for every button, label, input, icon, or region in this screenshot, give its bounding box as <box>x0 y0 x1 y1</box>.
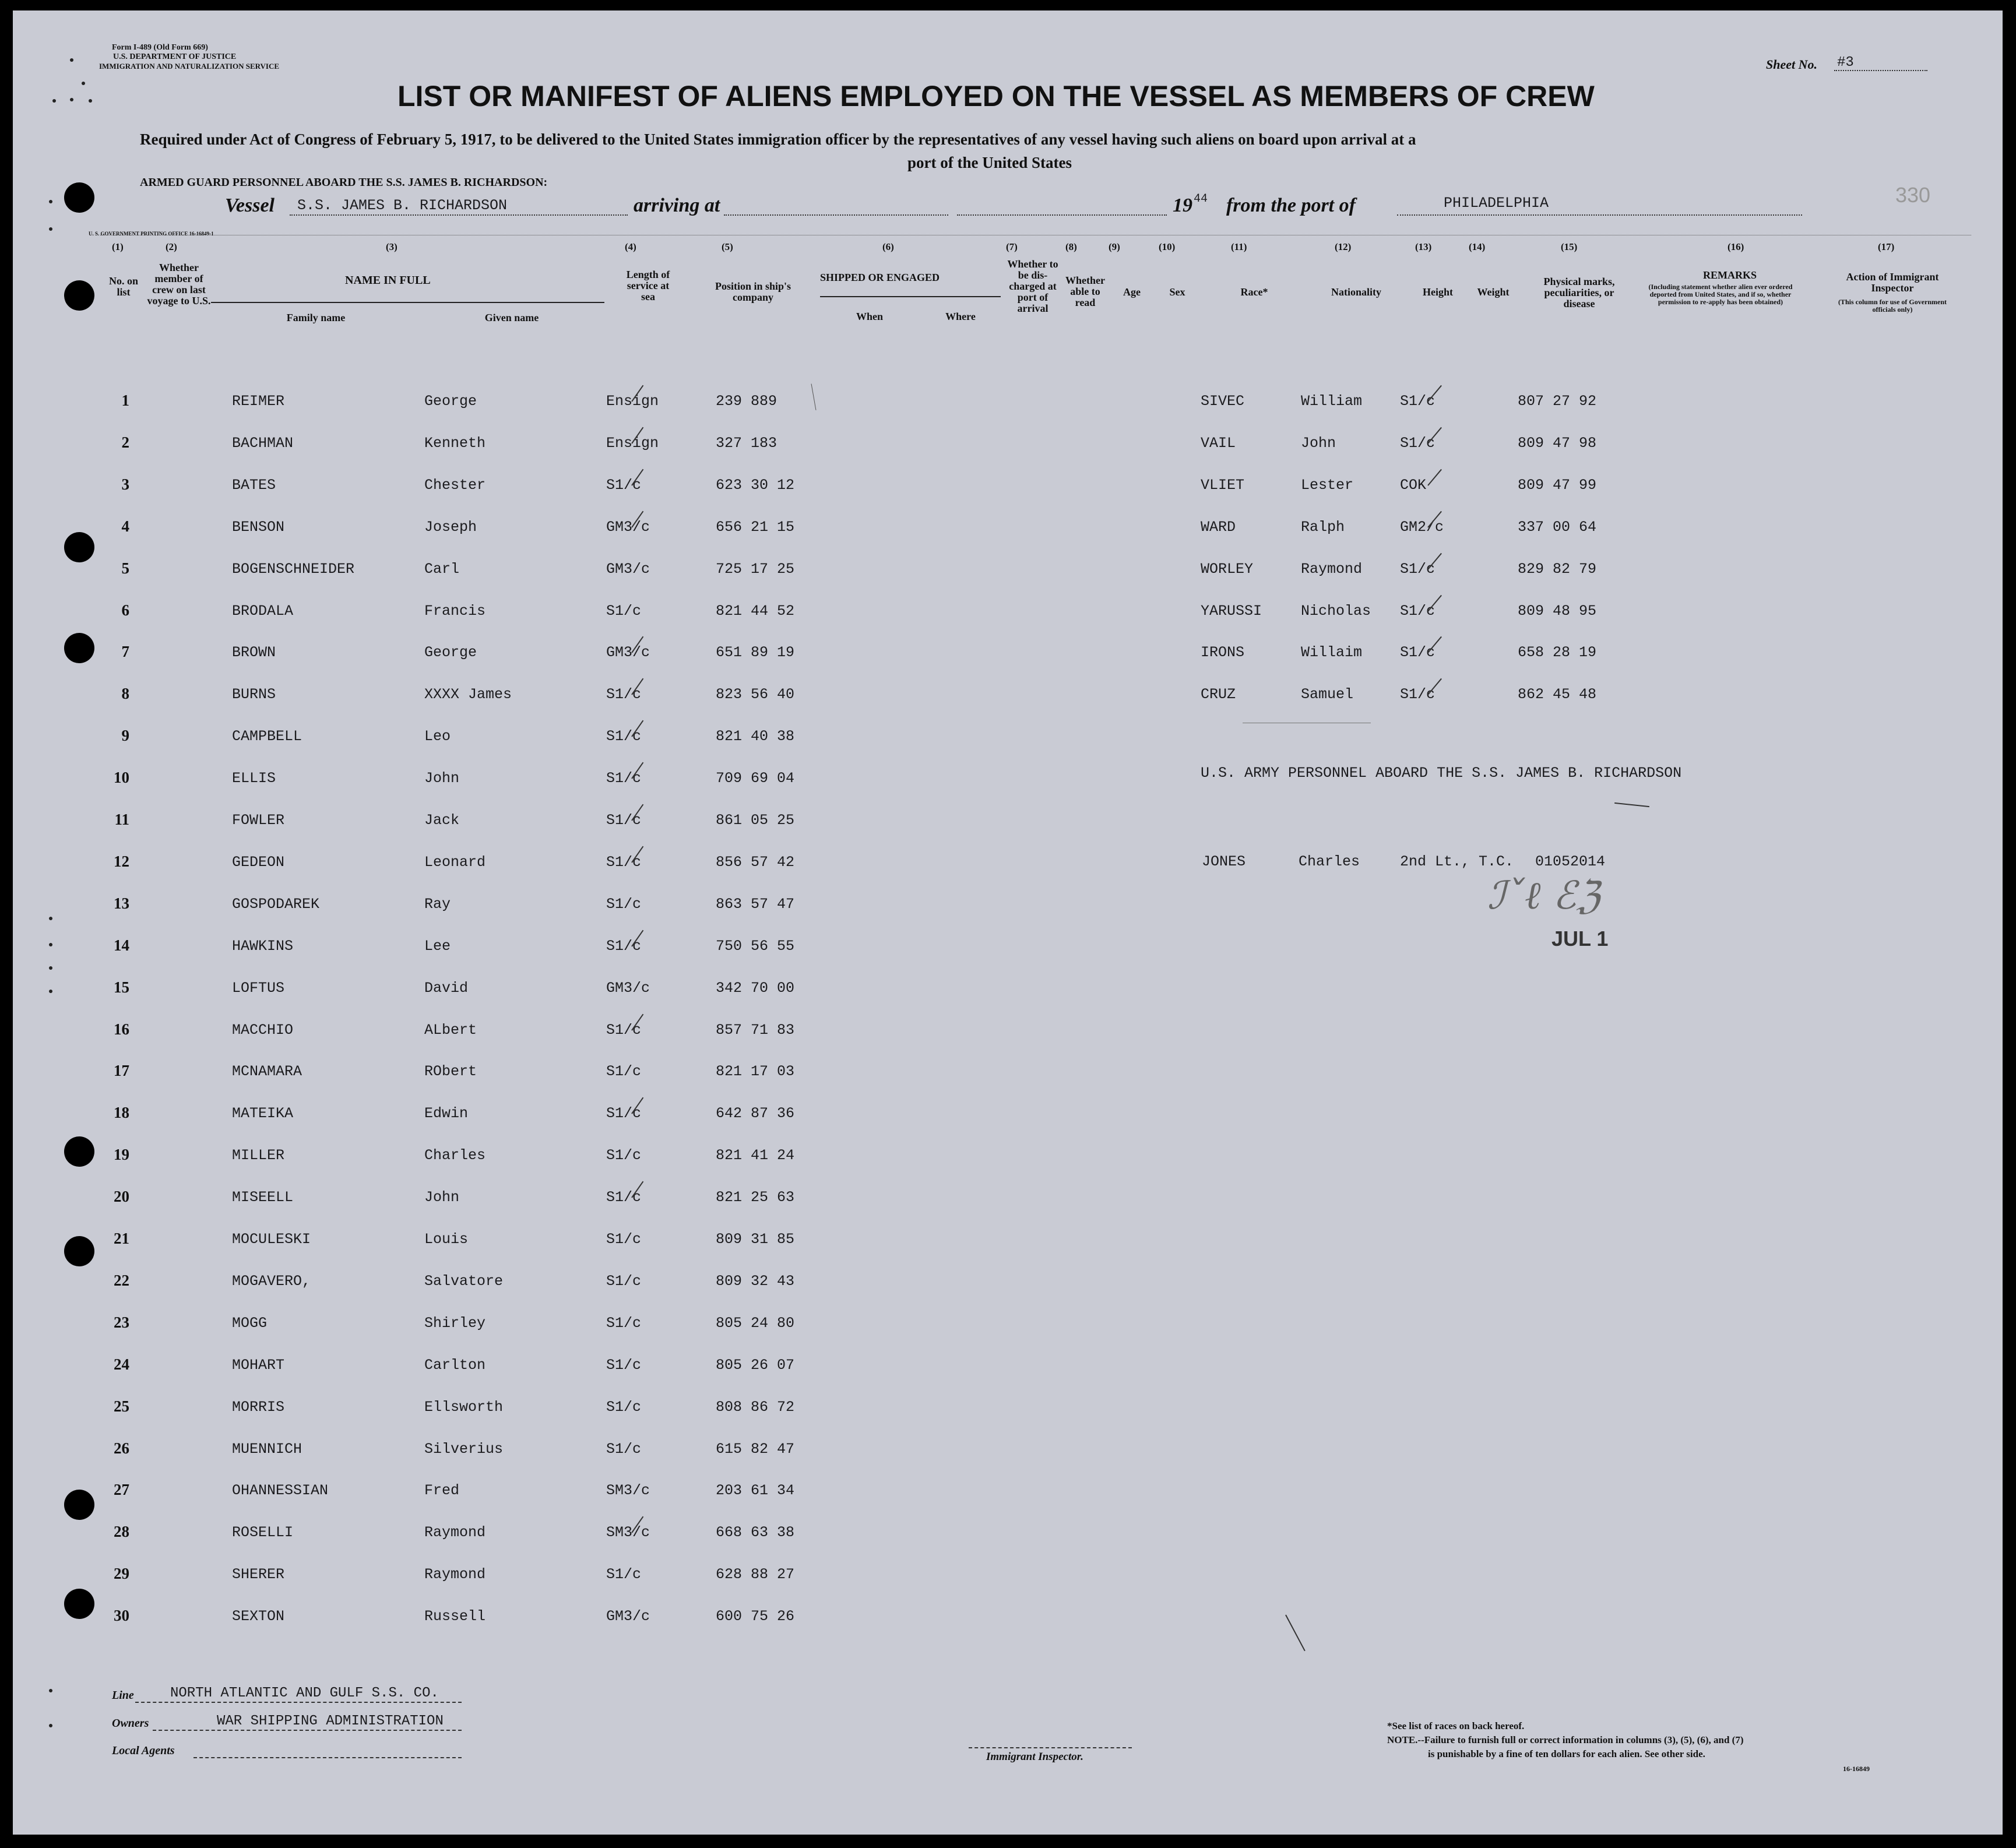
col-race: Race* <box>1240 286 1268 298</box>
given-name: John <box>424 1189 460 1206</box>
col-discharged: Whether to be dis-charged at port of arrival <box>1007 258 1058 314</box>
service-number: 829 82 79 <box>1518 561 1597 578</box>
row-number: 12 <box>114 853 129 870</box>
date-stamp: JUL 1 <box>1551 927 1609 951</box>
col-able-read: Whether able to read <box>1065 274 1105 308</box>
given-name: Raymond <box>424 1566 486 1583</box>
rank: S1/c <box>606 603 642 619</box>
family-name: GOSPODAREK <box>232 896 320 913</box>
column-number: (4) <box>625 241 636 252</box>
footnote-penalty-2: is punishable by a fine of ten dollars for each alien. See other side. <box>1428 1748 1705 1759</box>
service-number: 805 24 80 <box>716 1315 795 1332</box>
family-name: BATES <box>232 477 276 494</box>
given-name: George <box>424 644 477 661</box>
rank: Ensign <box>606 393 659 410</box>
given-name: Ray <box>424 896 451 913</box>
rank: S1/c <box>606 1231 642 1248</box>
row-number: 18 <box>114 1104 129 1121</box>
service-number: 823 56 40 <box>716 686 795 703</box>
col-height: Height <box>1423 286 1453 298</box>
row-number: 14 <box>114 937 129 954</box>
page-title: LIST OR MANIFEST OF ALIENS EMPLOYED ON THE VESSEL AS MEMBERS OF CREW <box>397 80 1595 112</box>
family-name: ELLIS <box>232 770 276 787</box>
rank: S1/c <box>606 1399 642 1416</box>
vessel-label: Vessel <box>225 195 275 216</box>
service-number: 809 32 43 <box>716 1273 795 1290</box>
row-number: 22 <box>114 1272 129 1289</box>
col-whether-member: Whether member of crew on last voyage to U.S. <box>147 262 211 307</box>
col-when: When <box>856 311 883 322</box>
service-number: 658 28 19 <box>1518 644 1597 661</box>
service-number: 642 87 36 <box>716 1105 795 1122</box>
given-name: Russell <box>424 1608 486 1625</box>
family-name: HAWKINS <box>232 938 294 955</box>
col-physical-marks: Physical marks, peculiarities, or disease <box>1543 276 1615 309</box>
row-number: 19 <box>114 1146 129 1163</box>
service-number: 615 82 47 <box>716 1441 795 1458</box>
rank: S1/c <box>1400 435 1436 452</box>
row-number: 11 <box>114 811 129 828</box>
service-number: 863 57 47 <box>716 896 795 913</box>
family-name: BENSON <box>232 519 285 536</box>
army-rank: 2nd Lt., T.C. <box>1400 853 1514 870</box>
binder-hole <box>64 280 94 311</box>
form-id-line-1: Form I-489 (Old Form 669) <box>112 43 208 52</box>
col-action: Action of Immigrant Inspector <box>1846 271 1939 294</box>
service-number: 821 17 03 <box>716 1063 795 1080</box>
given-name: Charles <box>424 1147 486 1164</box>
given-name: Chester <box>424 477 486 494</box>
col-position: Position in ship's company <box>715 280 791 303</box>
form-id-line-3: IMMIGRATION AND NATURALIZATION SERVICE <box>99 62 280 71</box>
rank: S1/c <box>1400 561 1436 578</box>
rank: GM3/c <box>606 980 650 997</box>
family-name: IRONS <box>1201 644 1245 661</box>
family-name: OHANNESSIAN <box>232 1482 329 1499</box>
family-name: FOWLER <box>232 812 285 829</box>
family-name: MORRIS <box>232 1399 285 1416</box>
army-serial: 01052014 <box>1535 853 1606 870</box>
rank: S1/c <box>1400 686 1436 703</box>
given-name: Edwin <box>424 1105 469 1122</box>
column-number: (16) <box>1728 241 1744 252</box>
rank: GM3/c <box>606 1608 650 1625</box>
row-number: 24 <box>114 1356 129 1373</box>
rank: GM2/c <box>1400 519 1444 536</box>
service-number: 623 30 12 <box>716 477 795 494</box>
given-name: Nicholas <box>1301 603 1371 619</box>
column-number: (14) <box>1469 241 1486 252</box>
rank: S1/c <box>606 1022 642 1039</box>
col-sex: Sex <box>1169 286 1185 298</box>
col-family-name: Family name <box>286 312 346 323</box>
row-number: 25 <box>114 1398 129 1415</box>
owners-value: WAR SHIPPING ADMINISTRATION <box>217 1713 444 1729</box>
rank: S1/c <box>606 1105 642 1122</box>
given-name: Carl <box>424 561 460 578</box>
row-number: 3 <box>121 476 129 493</box>
rank: S1/c <box>606 1315 642 1332</box>
rank: S1/c <box>1400 393 1436 410</box>
rank: S1/c <box>1400 603 1436 619</box>
armed-guard-heading: ARMED GUARD PERSONNEL ABOARD THE S.S. JAMES B. RICHARDSON: <box>140 176 548 189</box>
row-number: 10 <box>114 769 129 786</box>
local-agents-label: Local Agents <box>112 1744 175 1757</box>
col-shipped-engaged: SHIPPED OR ENGAGED <box>820 272 940 283</box>
column-number: (8) <box>1065 241 1077 252</box>
given-name: George <box>424 393 477 410</box>
given-name: Leo <box>424 728 451 745</box>
row-number: 13 <box>114 895 129 912</box>
given-name: Ellsworth <box>424 1399 504 1416</box>
col-where: Where <box>945 311 976 322</box>
column-number: (10) <box>1159 241 1176 252</box>
manifest-sheet <box>13 10 2003 1835</box>
rank: S1/c <box>606 812 642 829</box>
column-number: (6) <box>882 241 894 252</box>
printing-office-note: U. S. GOVERNMENT PRINTING OFFICE 16-16849-1 <box>89 231 214 237</box>
row-number: 4 <box>121 518 129 535</box>
binder-hole <box>64 1490 94 1520</box>
given-name: ALbert <box>424 1022 477 1039</box>
row-number: 20 <box>114 1188 129 1205</box>
rank: S1/c <box>606 686 642 703</box>
service-number: 857 71 83 <box>716 1022 795 1039</box>
row-number: 21 <box>114 1230 129 1247</box>
given-name: RObert <box>424 1063 477 1080</box>
family-name: MILLER <box>232 1147 285 1164</box>
family-name: MOGAVERO, <box>232 1273 311 1290</box>
rank: GM3/c <box>606 519 650 536</box>
given-name: Louis <box>424 1231 469 1248</box>
service-number: 861 05 25 <box>716 812 795 829</box>
family-name: WARD <box>1201 519 1236 536</box>
service-number: 809 47 98 <box>1518 435 1597 452</box>
column-number: (17) <box>1878 241 1895 252</box>
row-number: 8 <box>121 685 129 702</box>
column-number: (3) <box>386 241 397 252</box>
rank: S1/c <box>606 1357 642 1374</box>
form-id-line-2: U.S. DEPARTMENT OF JUSTICE <box>113 52 237 61</box>
rank: S1/c <box>606 1441 642 1458</box>
army-family-name: JONES <box>1202 853 1246 870</box>
rank: SM3/c <box>606 1482 650 1499</box>
family-name: CRUZ <box>1201 686 1236 703</box>
row-number: 29 <box>114 1565 129 1582</box>
vessel-value: S.S. JAMES B. RICHARDSON <box>297 197 508 214</box>
from-port-label: from the port of <box>1226 195 1356 216</box>
given-name: Salvatore <box>424 1273 504 1290</box>
column-number: (7) <box>1006 241 1018 252</box>
service-number: 809 47 99 <box>1518 477 1597 494</box>
footnote-races: *See list of races on back hereof. <box>1387 1720 1525 1731</box>
binder-hole <box>64 532 94 562</box>
rank: S1/c <box>606 896 642 913</box>
row-number: 1 <box>121 392 129 409</box>
column-number: (13) <box>1415 241 1432 252</box>
family-name: BRODALA <box>232 603 294 619</box>
given-name: Fred <box>424 1482 460 1499</box>
row-number: 16 <box>114 1020 129 1038</box>
column-number: (2) <box>166 241 177 252</box>
family-name: LOFTUS <box>232 980 285 997</box>
rank: GM3/c <box>606 561 650 578</box>
col-name-in-full: NAME IN FULL <box>345 274 431 287</box>
family-name: SEXTON <box>232 1608 285 1625</box>
service-number: 337 00 64 <box>1518 519 1597 536</box>
column-number: (1) <box>112 241 124 252</box>
service-number: 600 75 26 <box>716 1608 795 1625</box>
army-heading: U.S. ARMY PERSONNEL ABOARD THE S.S. JAMES B. RICHARDSON <box>1201 765 1682 782</box>
arriving-label: arriving at <box>634 195 720 216</box>
subtitle-line-2: port of the United States <box>907 154 1072 171</box>
col-no-on-list: No. on list <box>108 275 138 298</box>
family-name: VAIL <box>1201 435 1236 452</box>
line-value: NORTH ATLANTIC AND GULF S.S. CO. <box>170 1685 439 1701</box>
column-number: (5) <box>722 241 733 252</box>
rank: S1/c <box>606 1147 642 1164</box>
subtitle-line-1: Required under Act of Congress of February 5, 1917, to be delivered to the United States immigration officer by the representatives of any vessel having such aliens on board upon arrival at a <box>140 131 1416 148</box>
service-number: 656 21 15 <box>716 519 795 536</box>
rank: S1/c <box>606 1273 642 1290</box>
family-name: MATEIKA <box>232 1105 294 1122</box>
service-number: 862 45 48 <box>1518 686 1597 703</box>
given-name: Kenneth <box>424 435 486 452</box>
col-remarks: REMARKS <box>1703 269 1757 281</box>
service-number: 725 17 25 <box>716 561 795 578</box>
rank: S1/c <box>606 938 642 955</box>
given-name: William <box>1301 393 1363 410</box>
family-name: MOHART <box>232 1357 285 1374</box>
family-name: BACHMAN <box>232 435 294 452</box>
family-name: ROSELLI <box>232 1524 294 1541</box>
service-number: 203 61 34 <box>716 1482 795 1499</box>
given-name: David <box>424 980 469 997</box>
row-number: 17 <box>114 1062 129 1079</box>
row-number: 26 <box>114 1439 129 1457</box>
given-name: Samuel <box>1301 686 1354 703</box>
col-remarks-sub: (Including statement whether alien ever ordered deported from United States, and if so, whether permission to re-apply has been obtained) <box>1648 283 1793 306</box>
row-number: 23 <box>114 1314 129 1331</box>
column-number: (12) <box>1335 241 1352 252</box>
service-number: 805 26 07 <box>716 1357 795 1374</box>
rank: S1/c <box>606 728 642 745</box>
given-name: XXXX James <box>424 686 512 703</box>
given-name: Silverius <box>424 1441 504 1458</box>
rank: Ensign <box>606 435 659 452</box>
service-number: 709 69 04 <box>716 770 795 787</box>
service-number: 808 86 72 <box>716 1399 795 1416</box>
binder-hole <box>64 633 94 663</box>
inspector-signature: ℐˇℓ ℰℨ <box>1487 873 1600 918</box>
sheet-label: Sheet No. <box>1766 57 1817 72</box>
column-number: (9) <box>1109 241 1120 252</box>
row-number: 2 <box>121 434 129 451</box>
row-number: 15 <box>114 978 129 996</box>
family-name: MCNAMARA <box>232 1063 302 1080</box>
binder-hole <box>64 1236 94 1266</box>
row-number: 28 <box>114 1523 129 1540</box>
given-name: Leonard <box>424 854 486 871</box>
column-number: (15) <box>1561 241 1578 252</box>
service-number: 821 41 24 <box>716 1147 795 1164</box>
family-name: WORLEY <box>1201 561 1254 578</box>
col-nationality: Nationality <box>1331 286 1381 298</box>
service-number: 327 183 <box>716 435 777 452</box>
family-name: BURNS <box>232 686 276 703</box>
immigrant-inspector-label: Immigrant Inspector. <box>986 1751 1083 1763</box>
service-number: 342 70 00 <box>716 980 795 997</box>
rank: S1/c <box>606 1189 642 1206</box>
family-name: VLIET <box>1201 477 1245 494</box>
col-given-name: Given name <box>484 312 539 323</box>
family-name: MISEELL <box>232 1189 294 1206</box>
binder-hole <box>64 182 94 213</box>
given-name: Lester <box>1301 477 1354 494</box>
footnote-penalty-1: NOTE.--Failure to furnish full or correct information in columns (3), (5), (6), and (7) <box>1387 1734 1744 1745</box>
column-number: (11) <box>1231 241 1247 252</box>
family-name: BOGENSCHNEIDER <box>232 561 355 578</box>
row-number: 7 <box>121 643 129 660</box>
service-number: 750 56 55 <box>716 938 795 955</box>
given-name: John <box>1301 435 1336 452</box>
family-name: MUENNICH <box>232 1441 302 1458</box>
given-name: Raymond <box>1301 561 1363 578</box>
rank: SM3/c <box>606 1524 650 1541</box>
rank: S1/c <box>606 477 642 494</box>
given-name: Willaim <box>1301 644 1363 661</box>
given-name: John <box>424 770 460 787</box>
army-given-name: Charles <box>1299 853 1360 870</box>
service-number: 821 44 52 <box>716 603 795 619</box>
given-name: Raymond <box>424 1524 486 1541</box>
binder-hole <box>64 1136 94 1167</box>
col-weight: Weight <box>1477 286 1510 298</box>
given-name: Jack <box>424 812 460 829</box>
given-name: Carlton <box>424 1357 486 1374</box>
given-name: Francis <box>424 603 486 619</box>
given-name: Ralph <box>1301 519 1345 536</box>
sheet-number: #3 <box>1837 55 1854 71</box>
rank: S1/c <box>1400 644 1436 661</box>
service-number: 821 25 63 <box>716 1189 795 1206</box>
row-number: 5 <box>121 559 129 577</box>
check-mark <box>1427 469 1442 486</box>
service-number: 651 89 19 <box>716 644 795 661</box>
service-number: 807 27 92 <box>1518 393 1597 410</box>
family-name: GEDEON <box>232 854 285 871</box>
family-name: SHERER <box>232 1566 285 1583</box>
service-number: 821 40 38 <box>716 728 795 745</box>
family-name: MOGG <box>232 1315 268 1332</box>
rank: S1/c <box>606 1063 642 1080</box>
given-name: Joseph <box>424 519 477 536</box>
service-number: 239 889 <box>716 393 777 410</box>
row-number: 27 <box>114 1481 129 1498</box>
form-code: 16-16849 <box>1843 1765 1870 1773</box>
service-number: 856 57 42 <box>716 854 795 871</box>
family-name: MOCULESKI <box>232 1231 311 1248</box>
binder-hole <box>64 1589 94 1619</box>
line-label: Line <box>112 1689 134 1702</box>
rank: S1/c <box>606 854 642 871</box>
rank: COK <box>1400 477 1427 494</box>
owners-label: Owners <box>112 1717 149 1730</box>
rank: GM3/c <box>606 644 650 661</box>
rank: S1/c <box>606 770 642 787</box>
family-name: YARUSSI <box>1201 603 1262 619</box>
row-number: 6 <box>121 601 129 619</box>
family-name: MACCHIO <box>232 1022 294 1039</box>
service-number: 668 63 38 <box>716 1524 795 1541</box>
family-name: BROWN <box>232 644 276 661</box>
family-name: REIMER <box>232 393 285 410</box>
corner-number: 330 <box>1895 183 1931 207</box>
from-port-value: PHILADELPHIA <box>1444 195 1549 212</box>
service-number: 809 31 85 <box>716 1231 795 1248</box>
col-age: Age <box>1123 286 1141 298</box>
rank: S1/c <box>606 1566 642 1583</box>
row-number: 30 <box>114 1607 129 1624</box>
given-name: Lee <box>424 938 451 955</box>
given-name: Shirley <box>424 1315 486 1332</box>
year-value: 44 <box>1194 192 1208 206</box>
service-number: 628 88 27 <box>716 1566 795 1583</box>
year-prefix: 19 <box>1173 195 1192 216</box>
family-name: SIVEC <box>1201 393 1245 410</box>
row-number: 9 <box>121 727 129 744</box>
family-name: CAMPBELL <box>232 728 302 745</box>
col-action-sub: (This column for use of Government officials only) <box>1838 298 1947 314</box>
col-length-service: Length of service at sea <box>626 269 670 302</box>
service-number: 809 48 95 <box>1518 603 1597 619</box>
